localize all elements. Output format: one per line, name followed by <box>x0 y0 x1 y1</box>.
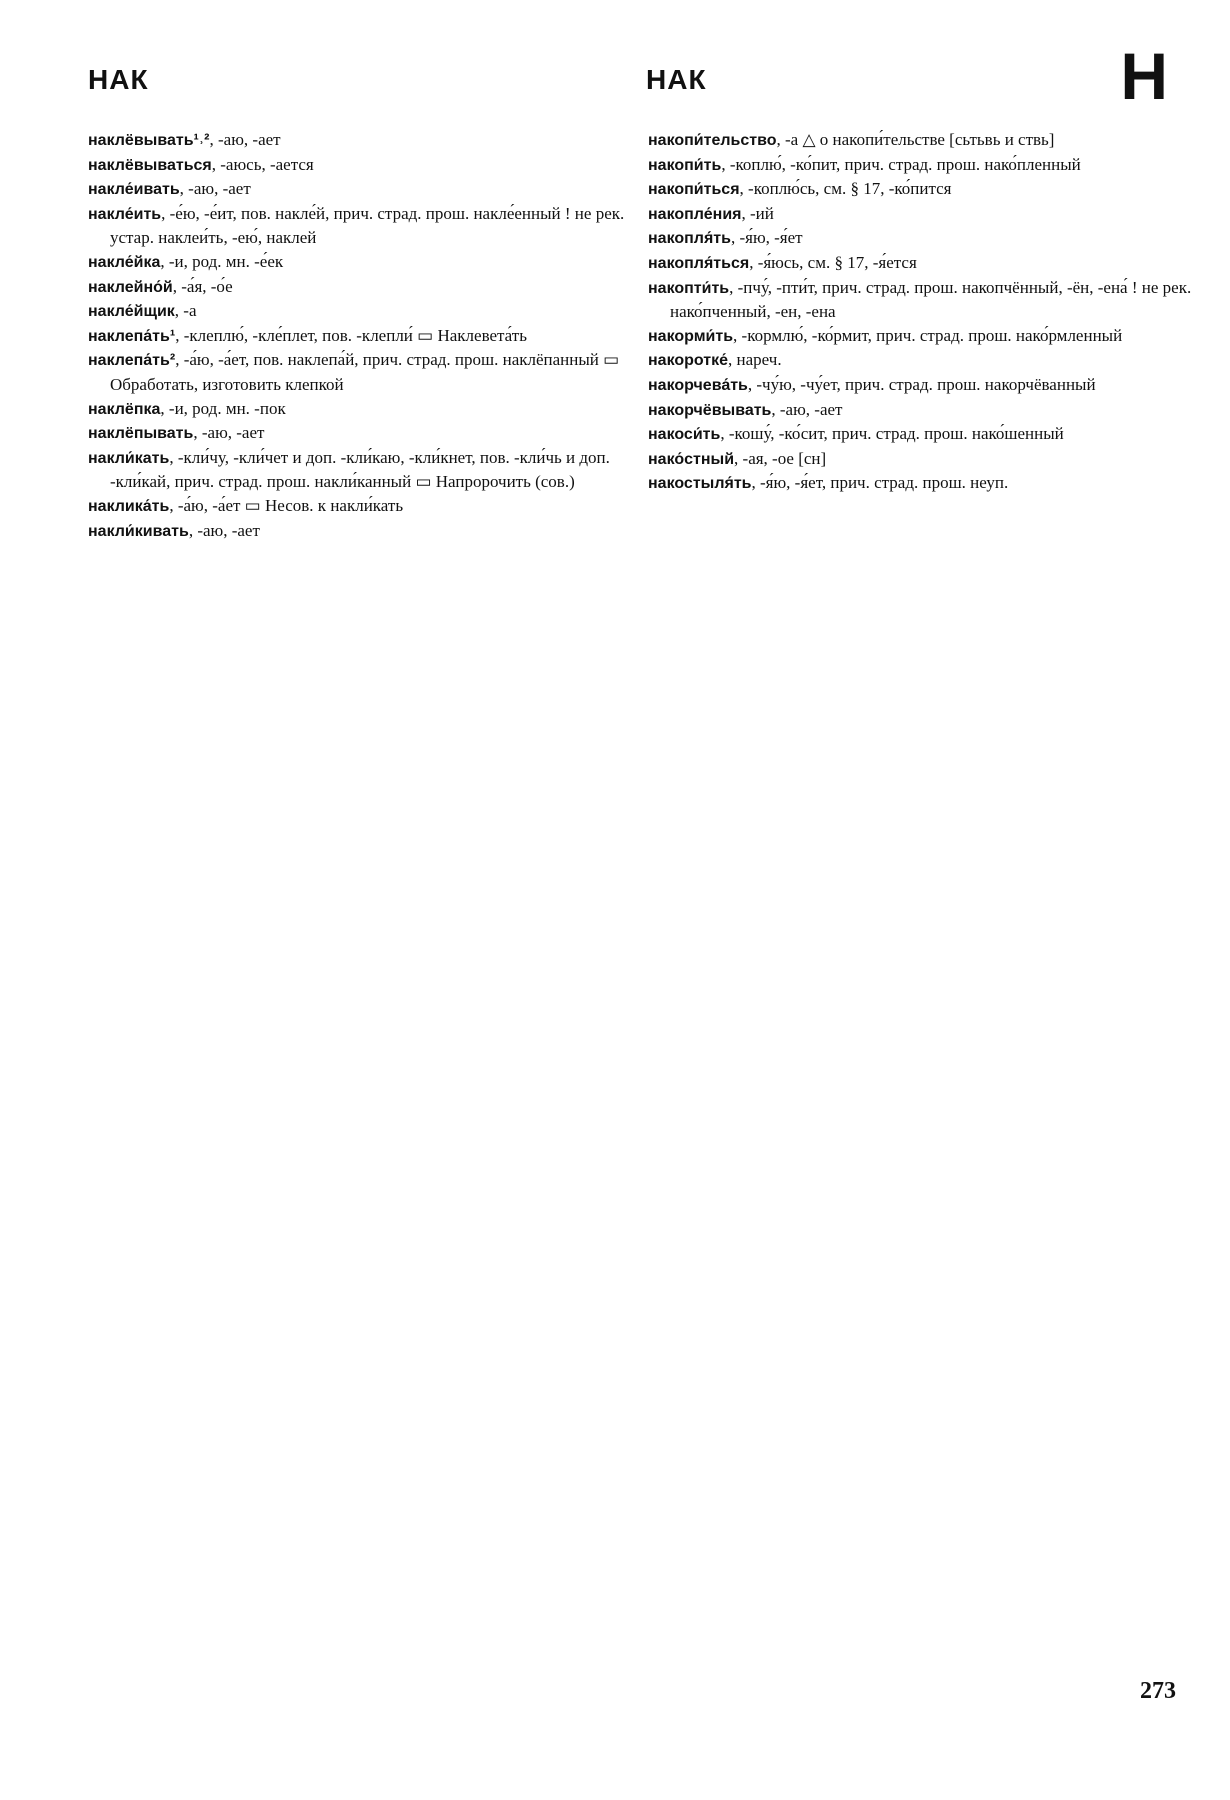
dictionary-entry <box>88 299 633 324</box>
entry-body: , -а́ю, -а́ет ▭ Несов. к накли́кать <box>169 495 404 515</box>
dictionary-entry <box>88 519 633 544</box>
dictionary-entry <box>88 202 633 250</box>
dictionary-entry <box>648 251 1193 276</box>
headword: накоси́ть <box>648 426 721 444</box>
entry-body: , -и, род. мн. -пок <box>160 398 286 418</box>
entry-body: , -аю, -ает <box>771 399 843 419</box>
dictionary-entry <box>648 324 1193 349</box>
dictionary-entry <box>648 471 1193 496</box>
headword: накли́кать <box>88 449 170 467</box>
entry-body: , -ая, -ое [сн] <box>734 448 827 468</box>
headword: накопле́ния <box>648 205 742 223</box>
dictionary-entry <box>88 348 633 396</box>
entry-body: , -аю, -ает <box>193 423 265 443</box>
headword: наклепа́ть¹ <box>88 327 176 345</box>
page-number: 273 <box>1140 1678 1176 1704</box>
running-head-left: НАК <box>88 64 149 95</box>
entry-body: , -я́ю, -я́ет <box>730 228 803 248</box>
headword: накле́ивать <box>88 181 180 199</box>
dictionary-entry <box>648 226 1193 251</box>
headword: накорчева́ть <box>648 376 748 394</box>
headword: накопля́ть <box>648 230 731 248</box>
left-column <box>88 128 633 543</box>
headword: наклёвываться <box>88 156 212 174</box>
headword: накостыля́ть <box>648 475 752 493</box>
headword: накле́йщик <box>88 303 175 321</box>
headword: наклепа́ть² <box>88 352 176 370</box>
dictionary-entry <box>648 447 1193 472</box>
dictionary-entry <box>648 276 1193 324</box>
entry-body: , -кошу́, -ко́сит, прич. страд. прош. нако́шенный <box>720 424 1064 444</box>
headword: накопи́тельство <box>648 132 777 149</box>
entry-body: , -а <box>174 301 197 321</box>
entry-body: , -кормлю́, -ко́рмит, прич. страд. прош. нако́рмленный <box>733 325 1123 345</box>
entry-body: , -и, род. мн. -е́ек <box>160 251 284 271</box>
headword: накорчёвывать <box>648 401 772 419</box>
headword: наклика́ть <box>88 497 170 515</box>
entry-body: , -коплю́сь, см. § 17, -ко́пится <box>739 179 952 199</box>
entry-body: , -аю, -ает <box>209 130 281 149</box>
entry-body: , -кли́чу, -кли́чет и доп. -кли́каю, -кли́кнет, пов. -кли́чь и доп. -кли́кай, прич. страд. прош. накли́канный ▭ Напророчить (сов.) <box>110 447 610 492</box>
entry-body: , -клеплю́, -кле́плет, пов. -клепли́ ▭ Наклевета́ть <box>175 325 527 345</box>
dictionary-entry <box>88 421 633 446</box>
entry-body: , -аю, -ает <box>179 179 251 199</box>
dictionary-entry <box>648 128 1193 153</box>
entry-body: , -чу́ю, -чу́ет, прич. страд. прош. накорчёванный <box>747 374 1096 394</box>
entry-body: , -пчу́, -пти́т, прич. страд. прош. накопчённый, -ён, -ена́ ! не рек. нако́пченный, -ен, -ена <box>670 277 1192 322</box>
entry-body: , -а́я, -о́е <box>172 276 233 296</box>
entry-body: , -коплю́, -ко́пит, прич. страд. прош. нако́пленный <box>721 154 1081 174</box>
dictionary-entry <box>88 177 633 202</box>
headword: наклёпка <box>88 400 161 418</box>
section-letter: Н <box>1120 39 1168 113</box>
headword: нако́стный <box>648 450 735 468</box>
entry-body: , -е́ю, -е́ит, пов. накле́й, прич. страд. прош. накле́енный ! не рек. устар. наклеи́ть, -ею́, наклей <box>110 203 625 248</box>
headword: накоротке́ <box>648 352 729 370</box>
dictionary-entry <box>88 397 633 422</box>
entry-body: , -я́ю, -я́ет, прич. страд. прош. неуп. <box>751 473 1009 493</box>
running-head-right: НАК <box>646 64 707 95</box>
entry-body: , -я́юсь, см. § 17, -я́ется <box>749 252 917 272</box>
headword: накле́ить <box>88 205 162 223</box>
headword: накорми́ть <box>648 327 734 345</box>
headword: наклёпывать <box>88 425 194 443</box>
headword: наклёвывать¹˒² <box>88 132 210 149</box>
dictionary-entry <box>648 202 1193 227</box>
right-column <box>648 128 1193 496</box>
headword: накопи́ться <box>648 181 740 199</box>
dictionary-entry <box>88 494 633 519</box>
dictionary-entry <box>88 446 633 494</box>
dictionary-entry <box>648 398 1193 423</box>
headword: накле́йка <box>88 253 161 271</box>
entry-body: , -аю, -ает <box>188 520 260 540</box>
dictionary-entry <box>648 348 1193 373</box>
headword: наклейно́й <box>88 278 173 296</box>
dictionary-entry <box>88 275 633 300</box>
dictionary-entry <box>648 422 1193 447</box>
headword: накопти́ть <box>648 279 730 297</box>
headword: накопля́ться <box>648 254 750 272</box>
entry-body: , -а △ о накопи́тельстве [сьтьвь и ствь] <box>776 130 1055 149</box>
dictionary-entry <box>648 373 1193 398</box>
dictionary-entry <box>648 177 1193 202</box>
dictionary-entry <box>88 324 633 349</box>
entry-body: , -ий <box>741 203 774 223</box>
headword: накопи́ть <box>648 156 722 174</box>
entry-body: , -аюсь, -ается <box>211 154 314 174</box>
dictionary-entry <box>88 153 633 178</box>
dictionary-entry <box>648 153 1193 178</box>
dictionary-entry <box>88 250 633 275</box>
headword: накли́кивать <box>88 522 189 540</box>
entry-body: , -а́ю, -а́ет, пов. наклепа́й, прич. страд. прош. наклёпанный ▭ Обработать, изготовить клепкой <box>110 350 620 394</box>
entry-body: , нареч. <box>728 350 782 370</box>
dictionary-entry <box>88 128 633 153</box>
